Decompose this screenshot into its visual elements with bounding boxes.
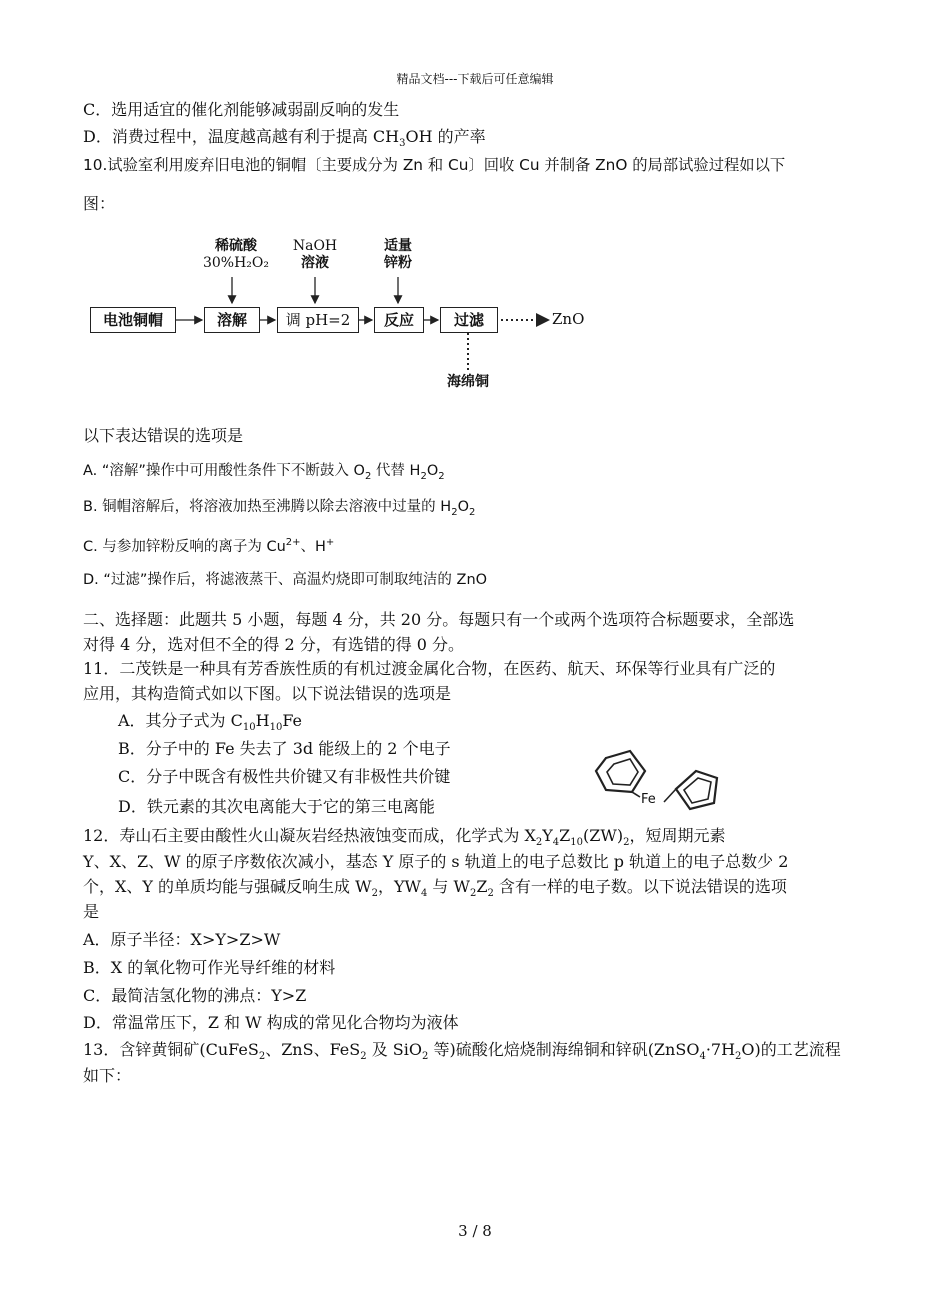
- q12-option-d: D．常温常压下，Z 和 W 构成的常见化合物均为液体: [83, 1013, 459, 1032]
- option-d-prev: D．消费过程中，温度越高越有利于提高 $CH_3OH$ 的产率: [83, 127, 486, 150]
- q11-option-c: C．分子中既含有极性共价键又有非极性共价键: [118, 767, 451, 786]
- q12-stem-line2: Y、X、Z、W 的原子序数依次减小，基态 Y 原子的 s 轨道上的电子总数比 p 轨道上的电子总数少 2: [83, 852, 789, 871]
- page-header: 精品文档---下载后可任意编辑: [396, 72, 554, 86]
- ferrocene-structure: [580, 740, 740, 820]
- q10-question: 以下表达错误的选项是: [83, 426, 244, 445]
- q11-option-a: A．其分子式为 $C_{10}H_{10}Fe$: [118, 711, 303, 734]
- reagent2-label: NaOH 溶液: [292, 238, 338, 271]
- q10-option-b: B. 铜帽溶解后，将溶液加热至沸腾以除去溶液中过量的 $H_2O_2$: [83, 499, 476, 518]
- q11-stem-line1: 11．二茂铁是一种具有芳香族性质的有机过渡金属化合物，在医药、航天、环保等行业具有广泛的: [83, 659, 776, 678]
- q12-stem-line1: 12．寿山石主要由酸性火山凝灰岩经热液蚀变而成，化学式为 $X_2Y_4Z_{10}(ZW)_2$，短周期元素: [83, 826, 726, 849]
- q12-option-a: A．原子半径：X>Y>Z>W: [83, 930, 281, 949]
- q10-stem-line2: 图：: [83, 194, 116, 213]
- q12-stem-line4: 是: [83, 902, 100, 921]
- flow-box-start: 电池铜帽: [90, 307, 176, 333]
- q12-option-b: B．X 的氧化物可作光导纤维的材料: [83, 958, 336, 977]
- page-number: 3 / 8: [458, 1222, 492, 1240]
- fe-atom-label: Fe: [641, 792, 656, 807]
- flow-arrows: [0, 0, 950, 400]
- option-c-prev: C．选用适宜的催化剂能够减弱副反响的发生: [83, 100, 400, 119]
- flow-box-dissolve: 溶解: [204, 307, 260, 333]
- flow-end-product: ZnO: [552, 310, 585, 328]
- reagent1-label: 稀硫酸 30%H₂O₂: [202, 238, 270, 271]
- q11-option-b: B．分子中的 Fe 失去了 3d 能级上的 2 个电子: [118, 739, 451, 758]
- flow-box-react: 反应: [374, 307, 424, 333]
- section2-line1: 二、选择题：此题共 5 小题，每题 4 分，共 20 分。每题只有一个或两个选项符合标题要求，全部选: [83, 610, 795, 629]
- q11-stem-line2: 应用，其构造简式如以下图。以下说法错误的选项是: [83, 684, 452, 703]
- q10-option-d: D. “过滤”操作后，将滤液蒸干、高温灼烧即可制取纯洁的 ZnO: [83, 572, 488, 588]
- flow-box-filter: 过滤: [440, 307, 498, 333]
- section2-line2: 对得 4 分，选对但不全的得 2 分，有选错的得 0 分。: [83, 635, 465, 654]
- q11-option-d: D．铁元素的其次电离能大于它的第三电离能: [118, 797, 435, 816]
- q12-stem-line3: 个，X、Y 的单质均能与强碱反响生成 $W_2$，$YW_4$ 与 $W_2Z_2$ 含有一样的电子数。以下说法错误的选项: [83, 877, 787, 900]
- q13-stem-line2: 如下：: [83, 1066, 132, 1085]
- flow-box-adjust-ph: 调 pH=2: [277, 307, 359, 333]
- q13-stem-line1: 13．含锌黄铜矿(CuFeS$_2$、ZnS、FeS$_2$ 及 SiO$_2$ 等)硫酸化焙烧制海绵铜和锌矾$(ZnSO_4\cdot 7H_2O)$的工艺流程: [83, 1040, 841, 1063]
- flow-byproduct: 海绵铜: [447, 374, 489, 390]
- reagent3-label: 适量 锌粉: [384, 238, 412, 271]
- q10-stem-line1: 10.试验室利用废弃旧电池的铜帽〔主要成分为 Zn 和 Cu〕回收 Cu 并制备 ZnO 的局部试验过程如以下: [83, 156, 786, 174]
- q10-option-c: C. 与参加锌粉反响的离子为 $Cu^{2+}$、H+: [83, 537, 335, 555]
- q10-option-a: A. “溶解”操作中可用酸性条件下不断鼓入 $O_2$ 代替 $H_2O_2$: [83, 463, 445, 482]
- q12-option-c: C．最简洁氢化物的沸点：Y>Z: [83, 986, 307, 1005]
